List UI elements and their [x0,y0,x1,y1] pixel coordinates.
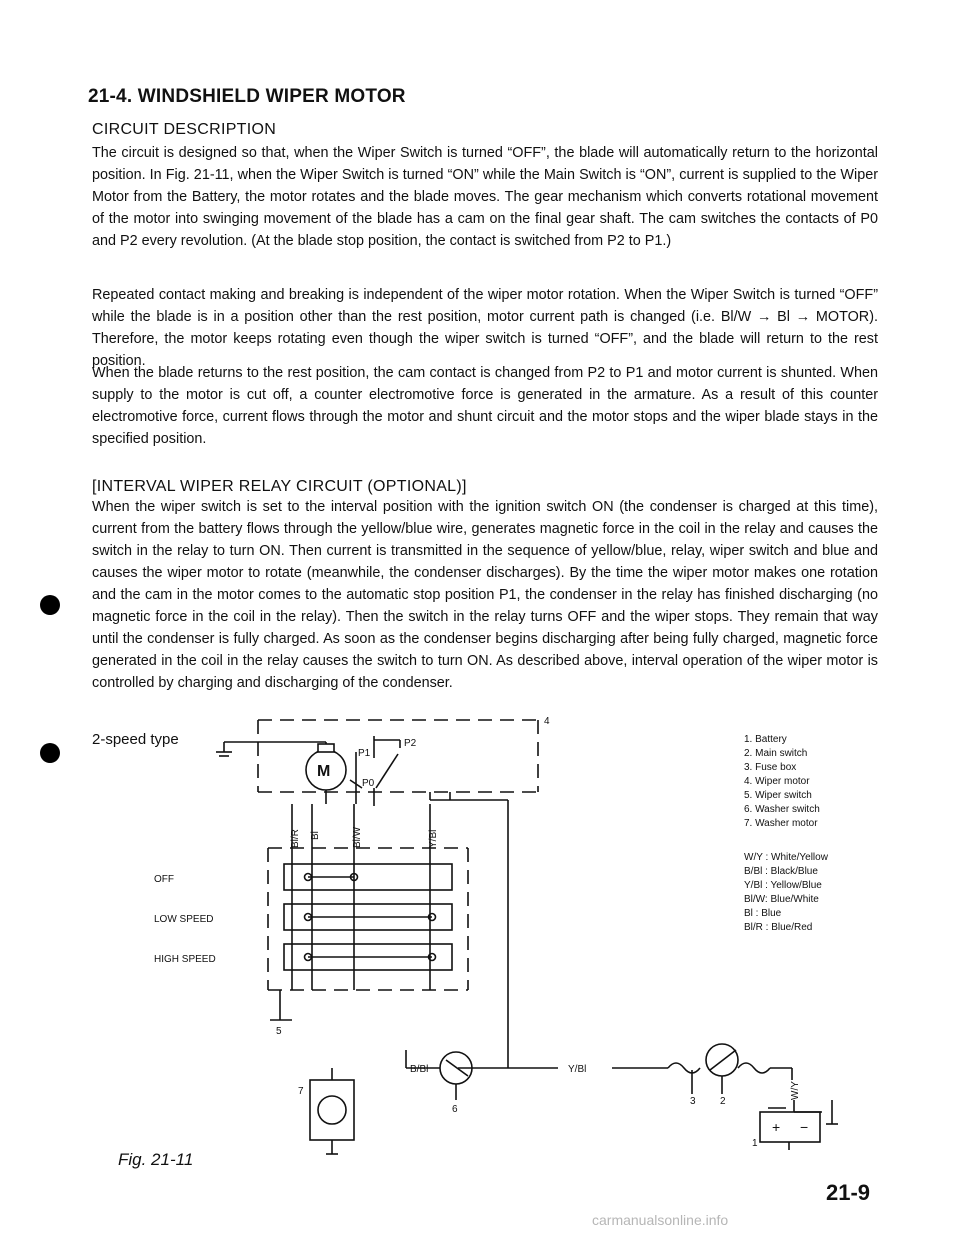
paragraph-contact-making: Repeated contact making and breaking is independent of the wiper motor rotation. When the Wiper Switch is turned “OFF” while the blade is in a position other than the rest position, motor current path is changed (i.e. Bl/W → Bl → MOTOR). Therefore, the motor keeps rotating even though the wiper switch is turned “OFF”, and the blade will return to the rest position. [92,287,878,369]
wire-b-bl: B/Bl [410,1064,429,1075]
callout-7: 7 [298,1086,304,1097]
switch-position-off: OFF [154,874,174,885]
wire-y-bl-main: Y/Bl [568,1064,587,1075]
battery-minus: − [800,1119,809,1135]
paragraph-interval-relay: When the wiper switch is set to the interval position with the ignition switch ON (the condenser is charged at this time), current from the battery flows through the yellow/blue wire, generates magnetic force in the coil in the relay and causes the switch in the relay to turn ON. Then current is transmitted in the sequence of yellow/blue, relay, wiper switch and blue and causes the wiper motor to rotate (meanwhile, the condenser discharges). By the time the wiper motor makes one rotation and the cam in the motor comes to the automatic stop position P1, the condenser in the relay has finished discharging (no magnetic force in the coil in the relay). Then the switch in the relay turns OFF and the wiper stops. They remain that way until the condenser is fully charged. As soon as the condenser begins discharging after being fully charged, magnetic force generated in the coil in the relay causes the switch to turn ON. As described above, interval operation of the wiper motor is controlled by charging and discharging of the condenser. [92,499,878,691]
wire-color-code: W/Y : White/Yellow [744,852,828,863]
section-title: 21-4. WINDSHIELD WIPER MOTOR [88,86,406,107]
interval-relay-heading: [INTERVAL WIPER RELAY CIRCUIT (OPTIONAL)] [92,478,467,495]
wire-color-code: Y/Bl : Yellow/Blue [744,880,822,891]
legend-item: 2. Main switch [744,748,808,759]
binder-hole-lower [40,743,60,763]
wire-color-code: Bl/R : Blue/Red [744,922,813,933]
switch-position-high: HIGH SPEED [154,954,216,965]
diagram-type-label: 2-speed type [92,731,179,748]
page-number: 21-9 [826,1180,871,1205]
figure-caption: Fig. 21-11 [118,1150,194,1169]
callout-1: 1 [752,1138,758,1149]
wire-color-code: Bl/W: Blue/White [744,894,819,905]
wire-bl: Bl [310,831,321,840]
contact-p1: P1 [358,748,371,759]
callout-5: 5 [276,1026,282,1037]
battery-symbol [760,1112,820,1142]
battery-plus: + [772,1119,781,1135]
watermark-text: carmanualsonline.info [592,1212,729,1228]
contact-p0: P0 [362,778,375,789]
paragraph-circuit-description: The circuit is designed so that, when the Wiper Switch is turned “OFF”, the blade will automatically return to the horizontal position. In Fig. 21-11, when the Wiper Switch is turned “ON” while the Main Switch is “ON”, current is supplied to the Wiper Motor from the Battery, the motor rotates and the blade moves. The gear mechanism which converts rotational movement of the motor into swinging movement of the blade has a cam on the final gear shaft. The cam switches the contacts of P0 and P2 every revolution. (At the blade stop position, the contact is switched from P2 to P1.) [92,145,878,249]
binder-hole-upper [40,595,60,615]
wire-color-code: Bl : Blue [744,908,782,919]
wire-bl-w: Bl/W [352,826,363,848]
wiper-motor-housing [258,720,538,792]
contact-p2: P2 [404,738,417,749]
callout-6: 6 [452,1104,458,1115]
legend-item: 7. Washer motor [744,818,818,829]
legend-item: 4. Wiper motor [744,776,810,787]
wire-y-bl: Y/Bl [428,829,439,848]
legend-item: 6. Washer switch [744,804,820,815]
callout-4: 4 [544,716,550,727]
wiring-diagram [92,700,892,1170]
wire-w-y: W/Y [790,1081,801,1100]
callout-2: 2 [720,1096,726,1107]
motor-symbol-label: M [317,763,331,780]
callout-3: 3 [690,1096,696,1107]
legend-item: 1. Battery [744,734,787,745]
legend-item: 3. Fuse box [744,762,797,773]
circuit-description-heading: CIRCUIT DESCRIPTION [92,121,277,138]
wire-color-code: B/Bl : Black/Blue [744,866,818,877]
wire-bl-r: Bl/R [290,829,301,848]
washer-motor-housing [310,1080,354,1140]
legend-item: 5. Wiper switch [744,790,812,801]
washer-motor-symbol [318,1096,346,1124]
switch-position-low: LOW SPEED [154,914,214,925]
paragraph-blade-return: When the blade returns to the rest position, the cam contact is changed from P2 to P1 and motor current is shunted. When supply to the motor is cut off, a counter electromotive force is generated in the armature. As a result of this counter electromotive force, current flows through the motor and shunt circuit and the motor stops and the wiper blade stays in the specified position. [92,365,878,447]
wiper-switch-housing [268,848,468,990]
